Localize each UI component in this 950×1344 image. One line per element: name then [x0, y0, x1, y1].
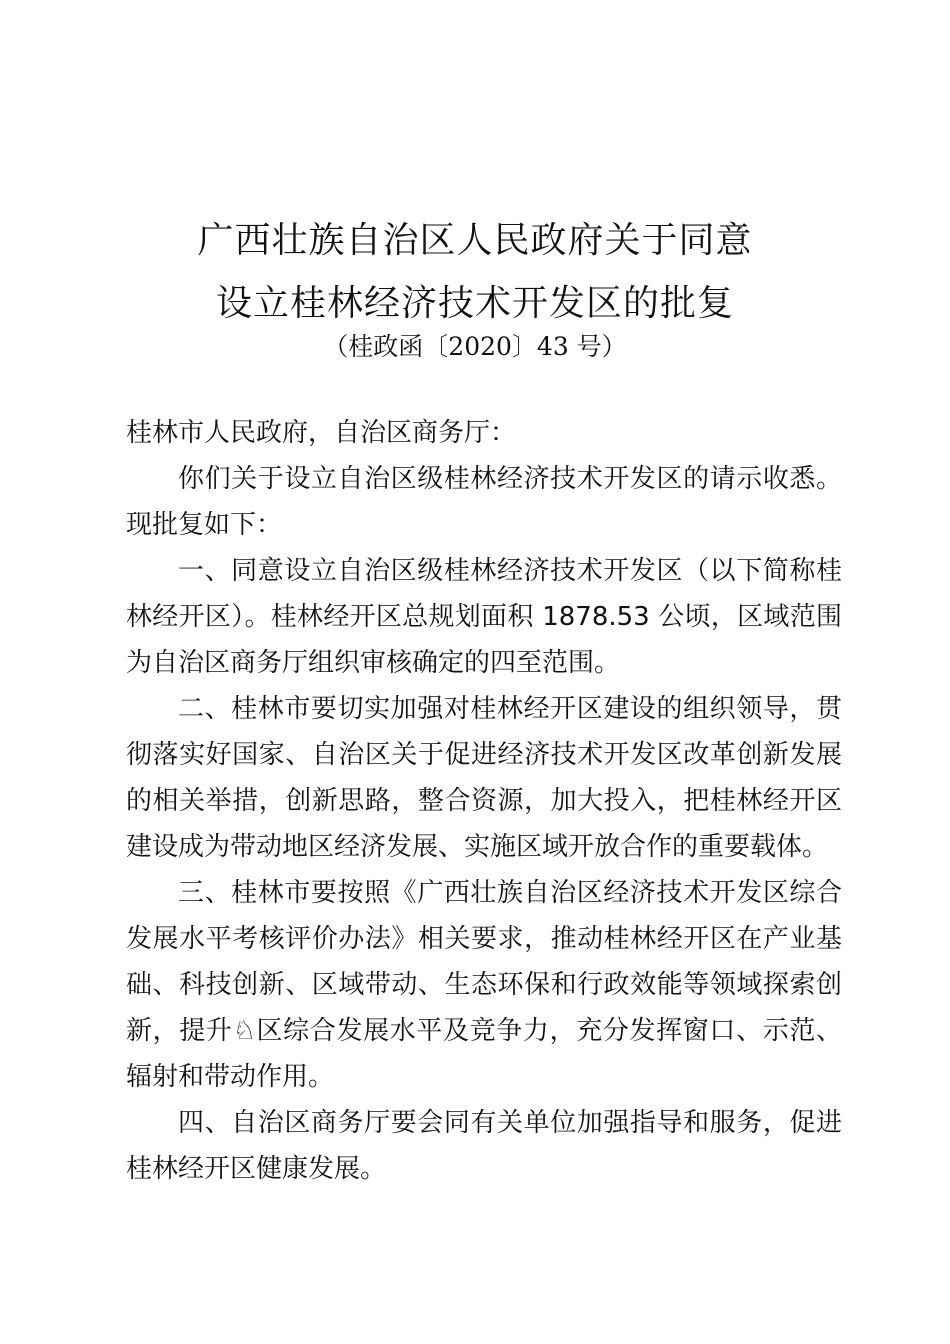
- document-title-line-2: 设立桂林经济技术开发区的批复: [215, 283, 734, 324]
- paragraph-item-4: 四、自治区商务厅要会同有关单位加强指导和服务，促进桂林经开区健康发展。: [126, 1108, 842, 1184]
- salutation: 桂林市人民政府，自治区商务厅：: [126, 418, 517, 448]
- paragraph-item-3: 三、桂林市要按照《广西壮族自治区经济技术开发区综合发展水平考核评价办法》相关要求，推动桂林经开区在产业基础、科技创新、区域带动、生态环保和行政效能等领域探索创新，提升♘区综合发展水平及竞争力，充分发挥窗口、示范、辐射和带动作用。: [126, 878, 842, 1092]
- document-number: （桂政函〔2020〕43 号）: [323, 332, 627, 361]
- document-body: [126, 410, 842, 1192]
- document-title-line-1: 广西壮族自治区人民政府关于同意: [197, 220, 753, 261]
- paragraph-item-1: 一、同意设立自治区级桂林经济技术开发区（以下简称桂林经开区）。桂林经开区总规划面积 1878.53 公顷，区域范围为自治区商务厅组织审核确定的四至范围。: [126, 556, 842, 678]
- paragraph-intro: 你们关于设立自治区级桂林经济技术开发区的请示收悉。现批复如下：: [126, 464, 842, 540]
- paragraph-item-2: 二、桂林市要切实加强对桂林经开区建设的组织领导，贯彻落实好国家、自治区关于促进经济技术开发区改革创新发展的相关举措，创新思路，整合资源，加大投入，把桂林经开区建设成为带动地区经济发展、实施区域开放合作的重要载体。: [126, 694, 842, 862]
